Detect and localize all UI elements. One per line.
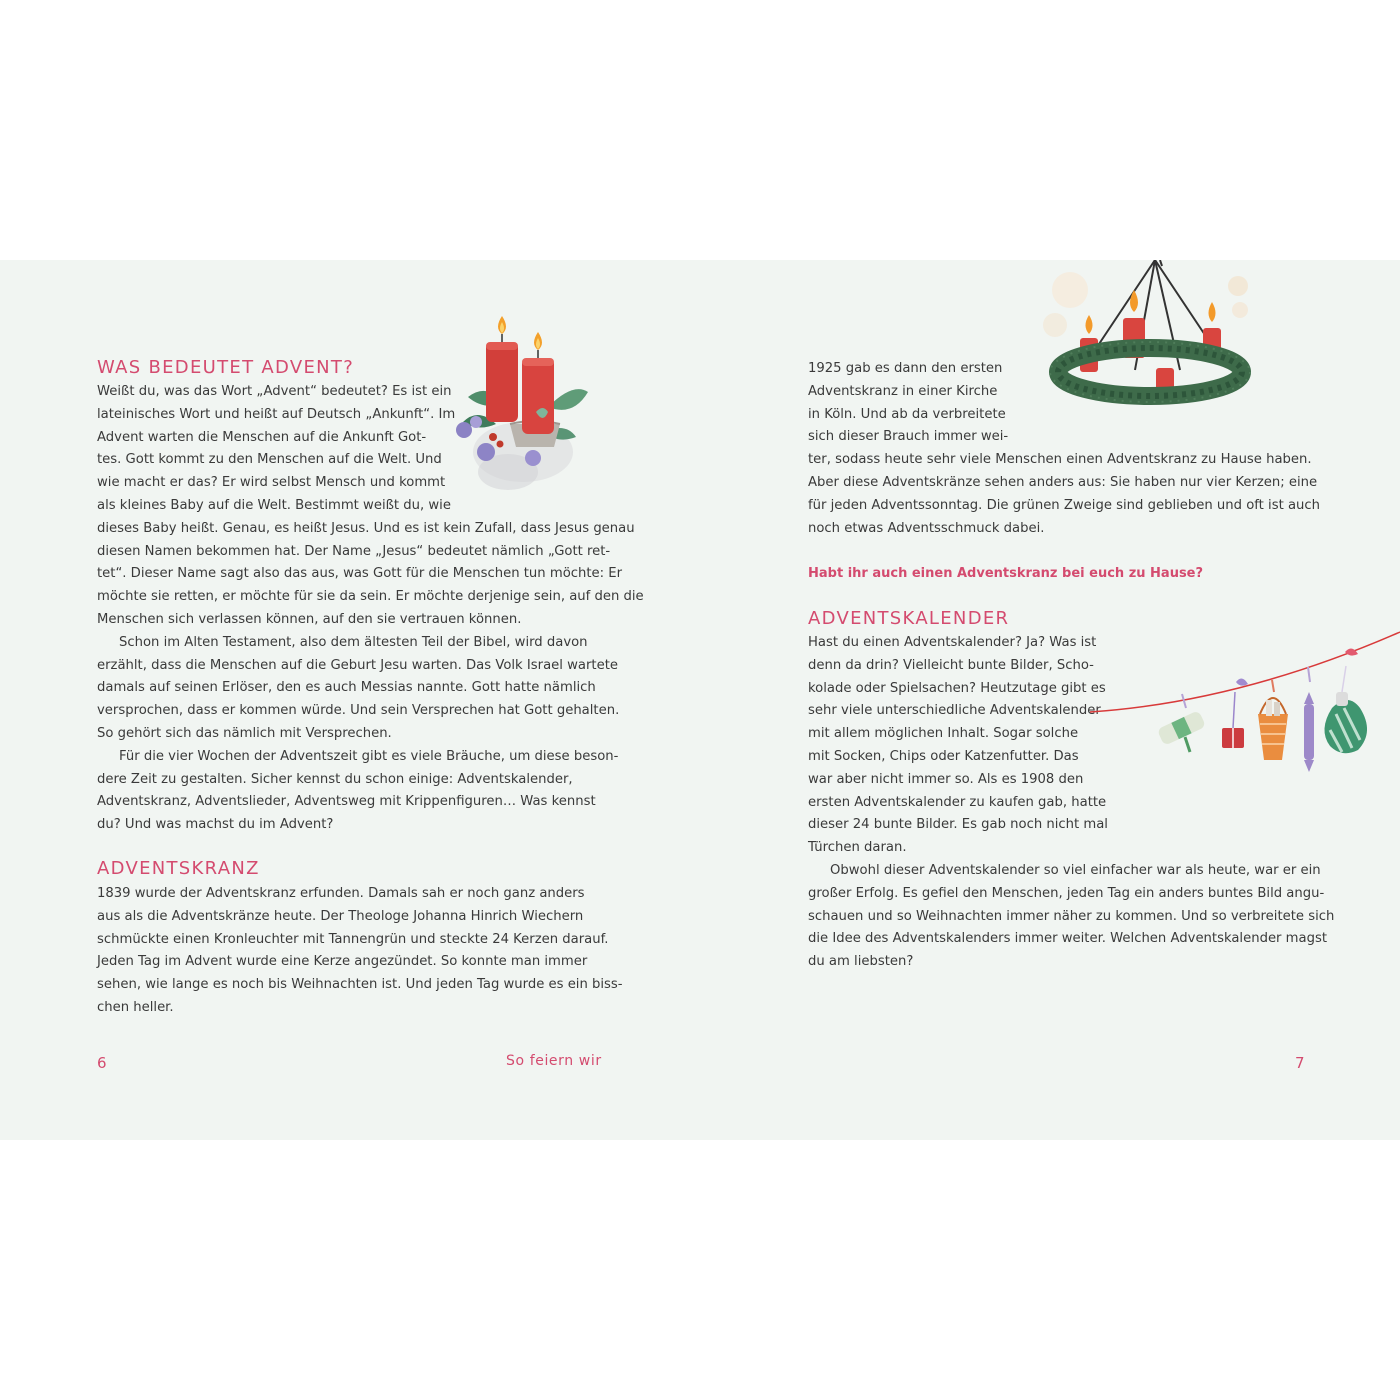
text-line: wie macht er das? Er wird selbst Mensch und kommt bbox=[97, 475, 446, 491]
text-line: denn da drin? Vielleicht bunte Bilder, Scho- bbox=[808, 657, 1094, 673]
hanging-wreath-illustration bbox=[1030, 260, 1260, 430]
text-line: erzählt, dass die Menschen auf die Geburt Jesu warten. Das Volk Israel wartete bbox=[97, 657, 618, 673]
text-line: damals auf seinen Erlöser, den es auch Messias nannte. Gott hatte nämlich bbox=[97, 680, 596, 696]
text-line: du? Und was machst du im Advent? bbox=[97, 817, 334, 833]
text-line: Menschen sich verlassen können, auf den sie vertrauen können. bbox=[97, 611, 522, 627]
calendar-garland-illustration bbox=[1090, 622, 1400, 782]
text-line: sehen, wie lange es noch bis Weihnachten ist. Und jeden Tag wurde es ein biss- bbox=[97, 977, 623, 993]
text-line: in Köln. Und ab da verbreitete bbox=[808, 406, 1006, 422]
text-line: versprochen, dass er kommen würde. Und sein Versprechen hat Gott gehalten. bbox=[97, 703, 620, 719]
heading-adventskranz: ADVENTSKRANZ bbox=[97, 858, 260, 879]
text-line: So gehört sich das nämlich mit Versprechen. bbox=[97, 725, 392, 741]
heading-adventskalender: ADVENTSKALENDER bbox=[808, 608, 1010, 629]
text-line: großer Erfolg. Es gefiel den Menschen, jeden Tag ein anders buntes Bild angu- bbox=[808, 885, 1325, 901]
text-line: Schon im Alten Testament, also dem ältesten Teil der Bibel, wird davon bbox=[119, 634, 588, 650]
text-line: war aber nicht immer so. Als es 1908 den bbox=[808, 771, 1084, 787]
text-line: für jeden Adventssonntag. Die grünen Zweige sind geblieben und oft ist auch bbox=[808, 497, 1320, 513]
text-line: dere Zeit zu gestalten. Sicher kennst du schon einige: Adventskalender, bbox=[97, 771, 573, 787]
text-line: Türchen daran. bbox=[808, 840, 907, 856]
text-line: tet“. Dieser Name sagt also das aus, was Gott für die Menschen tun möchte: Er bbox=[97, 566, 623, 582]
text-line: die Idee des Adventskalenders immer weiter. Welchen Adventskalender magst bbox=[808, 931, 1328, 947]
text-line: Für die vier Wochen der Adventszeit gibt es viele Bräuche, um diese beson- bbox=[119, 748, 619, 764]
running-head: So feiern wir bbox=[506, 1053, 602, 1069]
text-line: lateinisches Wort und heißt auf Deutsch „Ankunft“. Im bbox=[97, 406, 456, 422]
text-line: sehr viele unterschiedliche Adventskalender bbox=[808, 703, 1101, 719]
text-line: kolade oder Spielsachen? Heutzutage gibt es bbox=[808, 680, 1106, 696]
text-line: schauen und so Weihnachten immer näher zu kommen. Und so verbreitete sich bbox=[808, 908, 1335, 924]
text-line: Jeden Tag im Advent wurde eine Kerze angezündet. So konnte man immer bbox=[97, 954, 588, 970]
page-number-left: 6 bbox=[97, 1054, 107, 1072]
text-line: Aber diese Adventskränze sehen anders aus: Sie haben nur vier Kerzen; eine bbox=[808, 474, 1318, 490]
text-line: ter, sodass heute sehr viele Menschen einen Adventskranz zu Hause haben. bbox=[808, 452, 1312, 468]
text-line: Hast du einen Adventskalender? Ja? Was ist bbox=[808, 635, 1097, 650]
text-line: Advent warten die Menschen auf die Ankunft Got- bbox=[97, 429, 427, 445]
text-line: 1925 gab es dann den ersten bbox=[808, 361, 1003, 376]
text-line: aus als die Adventskränze heute. Der Theologe Johanna Hinrich Wiechern bbox=[97, 908, 584, 924]
text-line: du am liebsten? bbox=[808, 954, 914, 970]
kranz-text-block bbox=[97, 883, 623, 1020]
text-line: Adventskranz, Adventslieder, Adventsweg mit Krippenfiguren… Was kennst bbox=[97, 794, 596, 810]
heading-was-bedeutet-advent: WAS BEDEUTET ADVENT? bbox=[97, 357, 355, 378]
page-number-right: 7 bbox=[1295, 1054, 1305, 1072]
text-line: tes. Gott kommt zu den Menschen auf die Welt. Und bbox=[97, 452, 442, 468]
text-line: ersten Adventskalender zu kaufen gab, hatte bbox=[808, 794, 1107, 810]
question-adventskranz: Habt ihr auch einen Adventskranz bei euch zu Hause? bbox=[808, 566, 1204, 581]
text-line: Adventskranz in einer Kirche bbox=[808, 383, 998, 399]
text-line: möchte sie retten, er möchte für sie da sein. Er möchte derjenige sein, auf den die bbox=[97, 589, 644, 605]
text-line: schmückte einen Kronleuchter mit Tannengrün und steckte 24 Kerzen darauf. bbox=[97, 931, 609, 947]
text-line: chen heller. bbox=[97, 999, 174, 1015]
text-line: Weißt du, was das Wort „Advent“ bedeutet? Es ist ein bbox=[97, 384, 452, 399]
text-line: dieses Baby heißt. Genau, es heißt Jesus. Und es ist kein Zufall, dass Jesus genau bbox=[97, 520, 635, 536]
text-line: noch etwas Adventsschmuck dabei. bbox=[808, 520, 1045, 536]
book-spread bbox=[0, 260, 1400, 1140]
text-line: sich dieser Brauch immer wei- bbox=[808, 429, 1009, 445]
text-line: mit Socken, Chips oder Katzenfutter. Das bbox=[808, 748, 1079, 764]
text-line: Obwohl dieser Adventskalender so viel einfacher war als heute, war er ein bbox=[830, 862, 1321, 878]
text-line: mit allem möglichen Inhalt. Sogar solche bbox=[808, 726, 1079, 742]
text-line: dieser 24 bunte Bilder. Es gab noch nicht mal bbox=[808, 817, 1108, 833]
text-line: 1839 wurde der Adventskranz erfunden. Damals sah er noch ganz anders bbox=[97, 886, 585, 901]
candles-illustration bbox=[448, 312, 598, 502]
text-line: als kleines Baby auf die Welt. Bestimmt weißt du, wie bbox=[97, 497, 451, 513]
text-line: diesen Namen bekommen hat. Der Name „Jesus“ bedeutet nämlich „Gott ret- bbox=[97, 543, 611, 559]
